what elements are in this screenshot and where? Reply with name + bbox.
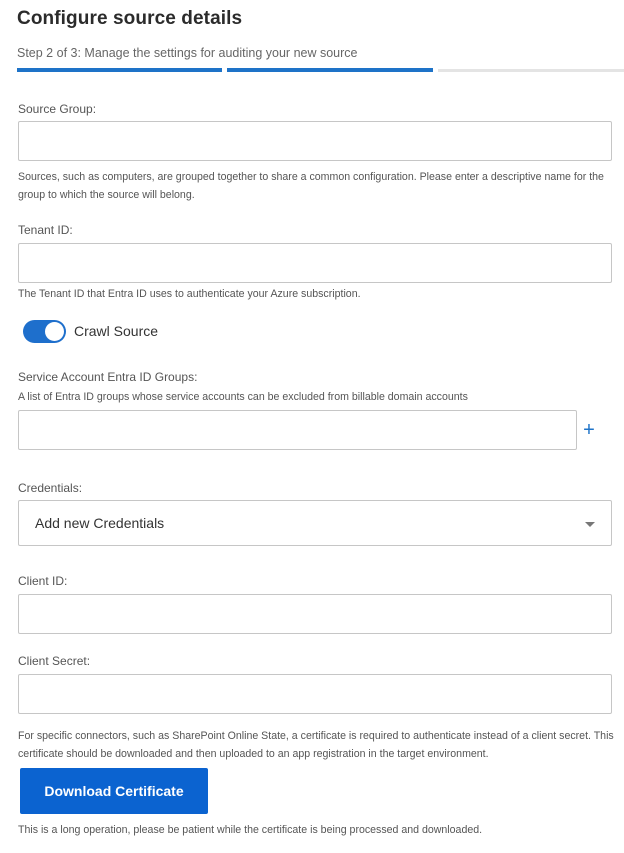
source-group-hint: Sources, such as computers, are grouped together to share a common configuration. Please enter a descriptive name for the group to which the source will belong. xyxy=(18,171,604,201)
tenant-id-label: Tenant ID: xyxy=(18,223,73,237)
source-group-input[interactable] xyxy=(19,122,611,160)
toggle-knob xyxy=(45,322,64,341)
credentials-selected-value: Add new Credentials xyxy=(35,515,165,531)
stepper xyxy=(17,68,624,72)
service-account-groups-label: Service Account Entra ID Groups: xyxy=(18,370,198,384)
page-title: Configure source details xyxy=(17,8,243,29)
tenant-id-field[interactable] xyxy=(18,243,612,283)
crawl-source-label: Crawl Source xyxy=(74,323,159,339)
service-account-groups-field[interactable] xyxy=(18,410,577,450)
step-3-segment xyxy=(438,69,624,72)
client-secret-input[interactable] xyxy=(19,675,611,713)
credentials-label: Credentials: xyxy=(18,481,83,495)
source-group-field[interactable] xyxy=(18,121,612,161)
client-secret-label: Client Secret: xyxy=(18,654,91,668)
source-group-label: Source Group: xyxy=(18,102,97,116)
service-account-groups-input[interactable] xyxy=(19,411,576,449)
tenant-id-hint: The Tenant ID that Entra ID uses to authenticate your Azure subscription. xyxy=(18,288,361,300)
step-1-segment xyxy=(17,68,222,72)
client-id-field[interactable] xyxy=(18,594,612,634)
certificate-note: This is a long operation, please be patient while the certificate is being processed and downloaded. xyxy=(18,824,483,836)
credentials-select[interactable] xyxy=(18,500,612,546)
certificate-hint: For specific connectors, such as SharePoint Online State, a certificate is required to authenticate instead of a client secret. This certificate should be downloaded and then uploaded to an app registration in the target environment. xyxy=(18,730,614,760)
service-account-groups-hint: A list of Entra ID groups whose service accounts can be excluded from billable domain accounts xyxy=(18,391,468,403)
tenant-id-input[interactable] xyxy=(19,244,611,282)
crawl-source-toggle[interactable] xyxy=(23,320,66,343)
client-secret-field[interactable] xyxy=(18,674,612,714)
step-2-segment xyxy=(227,68,433,72)
client-id-label: Client ID: xyxy=(18,574,68,588)
client-id-input[interactable] xyxy=(19,595,611,633)
chevron-down-icon xyxy=(585,522,595,527)
step-indicator-text: Step 2 of 3: Manage the settings for auditing your new source xyxy=(17,46,358,60)
plus-icon[interactable]: + xyxy=(583,419,595,441)
download-certificate-button[interactable]: Download Certificate xyxy=(20,768,208,814)
